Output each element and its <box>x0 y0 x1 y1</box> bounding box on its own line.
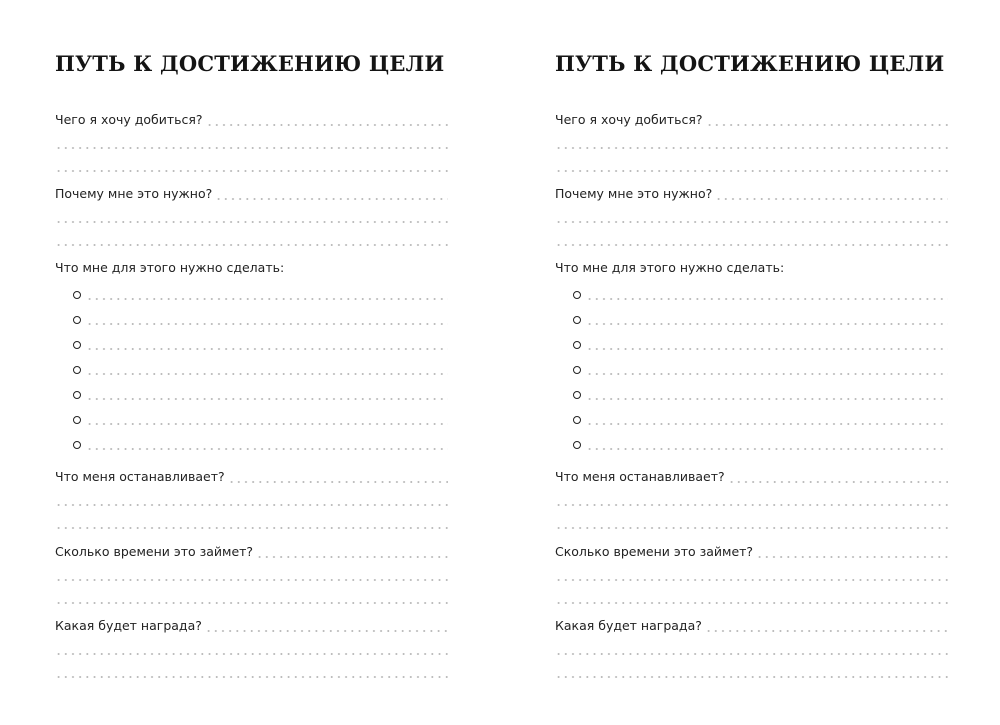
dotted-write-line <box>555 676 948 678</box>
todo-bullet-line[interactable] <box>573 386 948 402</box>
goal-write-line[interactable] <box>55 158 448 174</box>
dotted-write-line <box>586 323 948 325</box>
todo-question-line <box>555 260 948 276</box>
dotted-write-line <box>555 147 948 149</box>
dotted-write-line <box>86 323 448 325</box>
dotted-write-line <box>586 373 948 375</box>
why-write-line[interactable] <box>555 232 948 248</box>
reward-write-line[interactable] <box>555 664 948 680</box>
time-write-line[interactable] <box>555 567 948 583</box>
page-title: ПУТЬ К ДОСТИЖЕНИЮ ЦЕЛИ <box>55 51 445 76</box>
worksheet-page-left <box>55 0 448 725</box>
dotted-write-line <box>705 630 948 632</box>
goal-question-label: Чего я хочу добиться? <box>55 112 203 127</box>
bullet-circle-icon <box>73 416 81 424</box>
obstacles-write-line[interactable] <box>555 515 948 531</box>
dotted-write-line <box>555 221 948 223</box>
why-write-line[interactable] <box>55 209 448 225</box>
dotted-write-line <box>555 244 948 246</box>
obstacles-question-label: Что меня останавливает? <box>555 469 725 484</box>
dotted-write-line <box>55 170 448 172</box>
time-question-label: Сколько времени это займет? <box>555 544 754 559</box>
goal-question-line[interactable] <box>55 112 448 128</box>
time-question-line[interactable] <box>55 544 448 560</box>
dotted-write-line <box>706 124 948 126</box>
todo-bullet-line[interactable] <box>73 411 448 427</box>
dotted-write-line <box>86 298 448 300</box>
dotted-write-line <box>55 579 448 581</box>
bullet-circle-icon <box>573 366 581 374</box>
dotted-write-line <box>205 630 448 632</box>
why-question-label: Почему мне это нужно? <box>55 186 213 201</box>
dotted-write-line <box>555 504 948 506</box>
todo-bullet-line[interactable] <box>573 436 948 452</box>
todo-bullet-line[interactable] <box>73 436 448 452</box>
goal-write-line[interactable] <box>55 135 448 151</box>
why-question-label: Почему мне это нужно? <box>555 186 713 201</box>
time-write-line[interactable] <box>55 567 448 583</box>
worksheet-page-right <box>555 0 948 725</box>
reward-write-line[interactable] <box>55 641 448 657</box>
dotted-write-line <box>756 556 948 558</box>
dotted-write-line <box>555 527 948 529</box>
dotted-write-line <box>228 481 448 483</box>
obstacles-question-line[interactable] <box>55 469 448 485</box>
bullet-circle-icon <box>73 441 81 449</box>
dotted-write-line <box>555 602 948 604</box>
dotted-write-line <box>86 348 448 350</box>
bullet-circle-icon <box>573 316 581 324</box>
goal-write-line[interactable] <box>555 158 948 174</box>
dotted-write-line <box>55 244 448 246</box>
dotted-write-line <box>86 448 448 450</box>
dotted-write-line <box>555 653 948 655</box>
dotted-write-line <box>728 481 948 483</box>
reward-question-line[interactable] <box>555 618 948 634</box>
dotted-write-line <box>55 147 448 149</box>
todo-bullet-line[interactable] <box>73 311 448 327</box>
why-write-line[interactable] <box>55 232 448 248</box>
page-title: ПУТЬ К ДОСТИЖЕНИЮ ЦЕЛИ <box>555 51 945 76</box>
bullet-circle-icon <box>73 316 81 324</box>
why-write-line[interactable] <box>555 209 948 225</box>
dotted-write-line <box>55 653 448 655</box>
dotted-write-line <box>55 221 448 223</box>
bullet-circle-icon <box>73 391 81 399</box>
bullet-circle-icon <box>573 416 581 424</box>
dotted-write-line <box>555 170 948 172</box>
todo-bullet-line[interactable] <box>573 411 948 427</box>
reward-question-line[interactable] <box>55 618 448 634</box>
todo-bullet-line[interactable] <box>73 361 448 377</box>
bullet-circle-icon <box>573 391 581 399</box>
dotted-write-line <box>86 373 448 375</box>
obstacles-write-line[interactable] <box>55 492 448 508</box>
obstacles-question-line[interactable] <box>555 469 948 485</box>
dotted-write-line <box>586 398 948 400</box>
todo-question-line <box>55 260 448 276</box>
dotted-write-line <box>55 602 448 604</box>
todo-bullet-line[interactable] <box>73 286 448 302</box>
todo-bullet-line[interactable] <box>573 336 948 352</box>
time-write-line[interactable] <box>555 590 948 606</box>
todo-question-label: Что мне для этого нужно сделать: <box>55 260 285 275</box>
dotted-write-line <box>586 448 948 450</box>
dotted-write-line <box>86 423 448 425</box>
dotted-write-line <box>55 676 448 678</box>
dotted-write-line <box>55 527 448 529</box>
todo-bullet-line[interactable] <box>573 311 948 327</box>
bullet-circle-icon <box>73 291 81 299</box>
todo-bullet-line[interactable] <box>573 286 948 302</box>
dotted-write-line <box>55 504 448 506</box>
dotted-write-line <box>256 556 448 558</box>
obstacles-write-line[interactable] <box>555 492 948 508</box>
dotted-write-line <box>215 198 448 200</box>
why-question-line[interactable] <box>555 186 948 202</box>
bullet-circle-icon <box>573 341 581 349</box>
todo-question-label: Что мне для этого нужно сделать: <box>555 260 785 275</box>
dotted-write-line <box>555 579 948 581</box>
time-question-line[interactable] <box>555 544 948 560</box>
obstacles-write-line[interactable] <box>55 515 448 531</box>
todo-bullet-line[interactable] <box>73 386 448 402</box>
reward-write-line[interactable] <box>555 641 948 657</box>
bullet-circle-icon <box>73 366 81 374</box>
time-write-line[interactable] <box>55 590 448 606</box>
obstacles-question-label: Что меня останавливает? <box>55 469 225 484</box>
goal-question-line[interactable] <box>555 112 948 128</box>
bullet-circle-icon <box>573 441 581 449</box>
reward-question-label: Какая будет награда? <box>555 618 702 633</box>
reward-question-label: Какая будет награда? <box>55 618 202 633</box>
dotted-write-line <box>586 423 948 425</box>
dotted-write-line <box>586 348 948 350</box>
dotted-write-line <box>586 298 948 300</box>
time-question-label: Сколько времени это займет? <box>55 544 254 559</box>
dotted-write-line <box>715 198 948 200</box>
todo-bullet-line[interactable] <box>73 336 448 352</box>
dotted-write-line <box>206 124 448 126</box>
goal-question-label: Чего я хочу добиться? <box>555 112 703 127</box>
bullet-circle-icon <box>73 341 81 349</box>
reward-write-line[interactable] <box>55 664 448 680</box>
bullet-circle-icon <box>573 291 581 299</box>
dotted-write-line <box>86 398 448 400</box>
why-question-line[interactable] <box>55 186 448 202</box>
todo-bullet-line[interactable] <box>573 361 948 377</box>
goal-write-line[interactable] <box>555 135 948 151</box>
